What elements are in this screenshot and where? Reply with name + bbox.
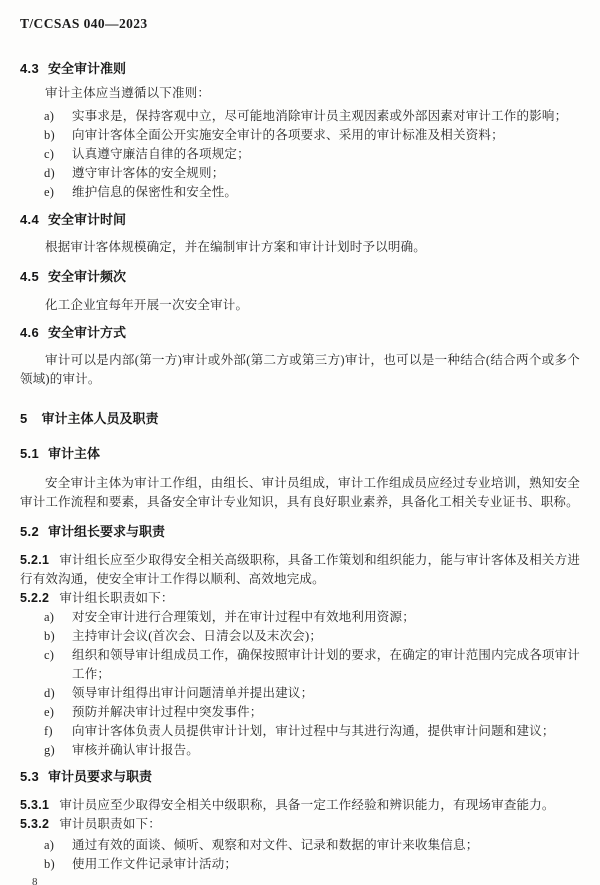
list-item [20, 183, 580, 202]
item-text: 向审计客体全面公开实施安全审计的各项要求、采用的审计标准及相关资料； [72, 128, 504, 142]
clause-5-3-1 [20, 796, 580, 815]
section-title: 审计主体 [47, 446, 100, 461]
list-item [20, 646, 580, 684]
item-text: 审核并确认审计报告。 [72, 743, 200, 757]
item-letter: g) [44, 743, 55, 757]
item-letter: e) [44, 185, 55, 199]
list-item [20, 703, 580, 722]
item-text: 实事求是，保持客观中立，尽可能地消除审计员主观因素或外部因素对审计工作的影响； [72, 109, 568, 123]
clause-number: 5.2.2 [20, 591, 50, 605]
item-letter: a) [44, 610, 55, 624]
section-title: 审计组长要求与职责 [47, 524, 165, 539]
list-item [20, 126, 580, 145]
section-heading-4-6 [20, 324, 580, 342]
list-item [20, 741, 580, 760]
clause-5-2-1 [20, 551, 580, 589]
section-heading-4-4 [20, 211, 580, 229]
list-item [20, 722, 580, 741]
item-letter: b) [44, 128, 55, 142]
list-item [20, 608, 580, 627]
item-letter: b) [44, 629, 55, 643]
paragraph-4-5: 化工企业宜每年开展一次安全审计。 [45, 298, 249, 312]
section-number: 5.3 [20, 769, 39, 784]
section-heading-5-3 [20, 768, 580, 786]
chapter-title: 审计主体人员及职责 [41, 411, 159, 426]
page-number: 8 [32, 876, 38, 885]
clause-number: 5.2.1 [20, 553, 50, 567]
section-number: 4.3 [20, 61, 39, 76]
list-item [20, 164, 580, 183]
item-text: 通过有效的面谈、倾听、观察和对文件、记录和数据的审计来收集信息； [72, 838, 479, 852]
paragraph-4-4: 根据审计客体规模确定，并在编制审计方案和审计计划时予以明确。 [45, 240, 427, 254]
clause-5-3-2 [20, 815, 580, 834]
list-item [20, 855, 580, 874]
section-title: 安全审计频次 [47, 269, 126, 284]
item-letter: d) [44, 686, 55, 700]
clause-number: 5.3.1 [20, 798, 50, 812]
clause-text: 审计组长职责如下： [59, 591, 174, 605]
list-item [20, 145, 580, 164]
clause-number: 5.3.2 [20, 817, 50, 831]
paragraph-4-3-intro: 审计主体应当遵循以下准则： [45, 86, 211, 100]
clause-5-2-2 [20, 589, 580, 608]
item-text: 预防并解决审计过程中突发事件； [72, 705, 263, 719]
section-title: 安全审计准则 [47, 61, 126, 76]
section-title: 安全审计时间 [47, 212, 126, 227]
clause-text: 审计组长应至少取得安全相关高级职称，具备工作策划和组织能力，能与审计客体及相关方进行有效沟通，使安全审计工作得以顺利、高效地完成。 [20, 553, 581, 586]
list-item [20, 684, 580, 703]
item-letter: f) [44, 724, 53, 738]
item-text: 主持审计会议(首次会、日清会以及末次会)； [72, 629, 323, 643]
section-number: 4.5 [20, 269, 39, 284]
section-number: 5.1 [20, 446, 39, 461]
item-text: 维护信息的保密性和安全性。 [72, 185, 238, 199]
clause-text: 审计员职责如下： [59, 817, 161, 831]
item-letter: e) [44, 705, 55, 719]
item-letter: c) [44, 147, 55, 161]
item-text: 认真遵守廉洁自律的各项规定； [72, 147, 250, 161]
clause-text: 审计员应至少取得安全相关中级职称，具备一定工作经验和辨识能力，有现场审查能力。 [59, 798, 555, 812]
list-5-2-2 [20, 608, 580, 760]
section-title: 安全审计方式 [47, 325, 126, 340]
paragraph-5-1: 安全审计主体为审计工作组，由组长、审计员组成，审计工作组成员应经过专业培训，熟知安全审计工作流程和要素，具备安全审计专业知识，具有良好职业素养，具备化工相关专业证书、职称。 [20, 476, 580, 509]
list-5-3-2 [20, 836, 580, 874]
list-item [20, 107, 580, 126]
section-number: 4.6 [20, 325, 39, 340]
list-item [20, 836, 580, 855]
paragraph-4-6: 审计可以是内部(第一方)审计或外部(第二方或第三方)审计，也可以是一种结合(结合两个或多个领域)的审计。 [20, 353, 580, 386]
page-content [0, 16, 600, 874]
section-heading-4-5 [20, 268, 580, 286]
item-letter: d) [44, 166, 55, 180]
item-letter: b) [44, 857, 55, 871]
item-letter: a) [44, 838, 55, 852]
chapter-number: 5 [20, 411, 28, 426]
item-letter: a) [44, 109, 55, 123]
item-text: 组织和领导审计组成员工作，确保按照审计计划的要求，在确定的审计范围内完成各项审计工作； [72, 648, 581, 681]
item-letter: c) [44, 648, 55, 662]
section-number: 5.2 [20, 524, 39, 539]
chapter-heading-5 [20, 410, 580, 428]
list-4-3 [20, 107, 580, 202]
item-text: 领导审计组得出审计问题清单并提出建议； [72, 686, 314, 700]
section-title: 审计员要求与职责 [47, 769, 152, 784]
item-text: 遵守审计客体的安全规则； [72, 166, 225, 180]
section-heading-5-2 [20, 523, 580, 541]
section-number: 4.4 [20, 212, 39, 227]
item-text: 向审计客体负责人员提供审计计划，审计过程中与其进行沟通，提供审计问题和建议； [72, 724, 555, 738]
section-heading-5-1 [20, 445, 580, 463]
doc-code-header: T/CCSAS 040—2023 [20, 16, 148, 31]
list-item [20, 627, 580, 646]
item-text: 对安全审计进行合理策划，并在审计过程中有效地利用资源； [72, 610, 415, 624]
item-text: 使用工作文件记录审计活动； [72, 857, 238, 871]
section-heading-4-3 [20, 60, 580, 78]
